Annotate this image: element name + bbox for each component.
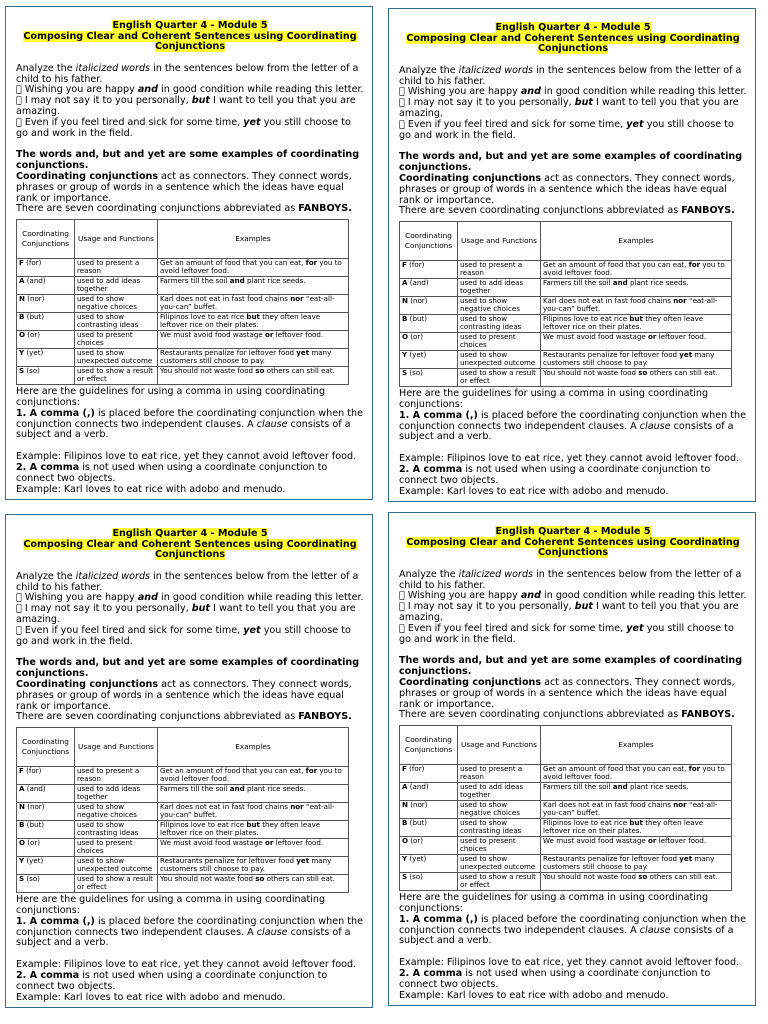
module-subtitle: Composing Clear and Coherent Sentences using Coordinating	[406, 536, 740, 548]
example-sentence: I may not say it to you personally, but I want to tell you that you are amazing.	[399, 97, 730, 119]
col-header-conjunction: Coordinating Conjunctions	[400, 726, 458, 765]
example-cell: Restaurants penalize for leftover food yet many customers still choose to pay.	[541, 855, 732, 873]
example-cell: Restaurants penalize for leftover food yet many customers still choose to pay.	[158, 857, 349, 875]
usage-cell: used to show unexpected outcome	[458, 351, 541, 369]
usage-cell: used to present choices	[458, 837, 541, 855]
table-row	[17, 767, 349, 785]
usage-cell: used to show contrasting ideas	[75, 313, 158, 331]
example-cell: Farmers till the soil and plant rice seeds.	[158, 277, 349, 295]
definition-text: Coordinating conjunctions act as connectors. They connect words, phrases or group of words in a sentence which the ideas have equal rank or importance.	[399, 172, 735, 206]
usage-cell: used to show contrasting ideas	[458, 819, 541, 837]
conjunction-cell: F (for)	[17, 259, 75, 277]
example-cell: Get an amount of food that you can eat, for you to avoid leftover food.	[541, 765, 732, 783]
fanboys-text: There are seven coordinating conjunctions abbreviated as FANBOYS.	[399, 709, 735, 721]
fanboys-table	[16, 219, 349, 385]
usage-cell: used to present choices	[75, 331, 158, 349]
module-subtitle-cont: Conjunctions	[154, 41, 226, 53]
words-statement: The words and, but and yet are some examples of coordinating conjunctions.	[16, 657, 360, 680]
guideline-1: 1. A comma (,) is placed before the coordinating conjunction when the conjunction connects two independent clauses. A clause consists of a subject and a verb.	[399, 409, 746, 443]
usage-cell: used to present a reason	[75, 259, 158, 277]
example-sentence: Even if you feel tired and sick for some time, yet you still choose to go and work in the field.	[16, 116, 358, 139]
definition-text: Coordinating conjunctions act as connectors. They connect words, phrases or group of words in a sentence which the ideas have equal rank or importance.	[399, 676, 735, 710]
table-row	[400, 801, 732, 819]
conjunction-cell: S (so)	[400, 369, 458, 387]
guidelines-intro: Here are the guidelines for using a comma in using coordinating conjunctions:	[16, 894, 326, 916]
table-row	[400, 819, 732, 837]
table-row	[17, 349, 349, 367]
module-header	[16, 21, 364, 53]
example-sentence: Even if you feel tired and sick for some time, yet you still choose to go and work in the field.	[399, 118, 741, 141]
guideline-2: 2. A comma is not used when using a coordinate conjunction to connect two objects.	[16, 461, 328, 484]
analyze-text: Analyze the italicized words in the sentences below from the letter of a child to his father.	[399, 64, 742, 87]
example-cell: Filipinos love to eat rice but they often leave leftover rice on their plates.	[541, 819, 732, 837]
usage-cell: used to add ideas together	[75, 277, 158, 295]
col-header-conjunction: Coordinating Conjunctions	[17, 728, 75, 767]
usage-cell: used to show negative choices	[75, 803, 158, 821]
conjunction-cell: N (nor)	[400, 297, 458, 315]
col-header-conjunction: Coordinating Conjunctions	[400, 222, 458, 261]
example-2: Example: Karl loves to eat rice with adobo and menudo.	[16, 991, 286, 1003]
fanboys-table	[399, 221, 732, 387]
words-statement: The words and, but and yet are some examples of coordinating conjunctions.	[16, 149, 360, 172]
conjunction-cell: B (but)	[17, 821, 75, 839]
guideline-1: 1. A comma (,) is placed before the coordinating conjunction when the conjunction connects two independent clauses. A clause consists of a subject and a verb.	[16, 407, 363, 441]
example-cell: Karl does not eat in fast food chains nor “eat-all-you-can” buffet.	[158, 295, 349, 313]
fanboys-text: There are seven coordinating conjunctions abbreviated as FANBOYS.	[16, 711, 352, 723]
usage-cell: used to show a result or effect	[75, 875, 158, 893]
usage-cell: used to show a result or effect	[458, 369, 541, 387]
conjunction-cell: Y (yet)	[17, 349, 75, 367]
example-cell: We must avoid food wastage or leftover food.	[541, 333, 732, 351]
example-cell: Get an amount of food that you can eat, for you to avoid leftover food.	[541, 261, 732, 279]
guidelines-section	[399, 893, 747, 1001]
analyze-text: Analyze the italicized words in the sentences below from the letter of a child to his father.	[399, 568, 742, 591]
fanboys-text: There are seven coordinating conjunctions abbreviated as FANBOYS.	[399, 205, 735, 217]
conjunction-cell: A (and)	[17, 277, 75, 295]
example-cell: You should not waste food so others can still eat.	[541, 873, 732, 891]
example-cell: Farmers till the soil and plant rice seeds.	[541, 783, 732, 801]
example-cell: You should not waste food so others can still eat.	[541, 369, 732, 387]
conjunction-cell: N (nor)	[400, 801, 458, 819]
usage-cell: used to show a result or effect	[458, 873, 541, 891]
usage-cell: used to add ideas together	[458, 279, 541, 297]
example-1: Example: Filipinos love to eat rice, yet they cannot avoid leftover food.	[399, 453, 740, 465]
example-cell: Filipinos love to eat rice but they often leave leftover rice on their plates.	[541, 315, 732, 333]
module-subtitle-cont: Conjunctions	[537, 547, 609, 559]
analyze-text: Analyze the italicized words in the sentences below from the letter of a child to his father.	[16, 570, 359, 593]
conjunction-cell: Y (yet)	[17, 857, 75, 875]
module-title: English Quarter 4 - Module 5	[495, 526, 651, 537]
example-cell: We must avoid food wastage or leftover food.	[541, 837, 732, 855]
conjunction-cell: N (nor)	[17, 295, 75, 313]
example-2: Example: Karl loves to eat rice with adobo and menudo.	[16, 483, 286, 495]
conjunction-cell: S (so)	[400, 873, 458, 891]
conjunction-cell: B (but)	[17, 313, 75, 331]
usage-cell: used to show unexpected outcome	[458, 855, 541, 873]
example-cell: Get an amount of food that you can eat, for you to avoid leftover food.	[158, 259, 349, 277]
example-sentence: Even if you feel tired and sick for some time, yet you still choose to go and work in the field.	[16, 624, 358, 647]
guidelines-intro: Here are the guidelines for using a comma in using coordinating conjunctions:	[399, 892, 709, 914]
module-card	[388, 8, 756, 502]
module-header	[399, 527, 747, 559]
table-row	[400, 873, 732, 891]
usage-cell: used to add ideas together	[75, 785, 158, 803]
example-sentence: Even if you feel tired and sick for some time, yet you still choose to go and work in the field.	[399, 622, 741, 645]
fanboys-table	[16, 727, 349, 893]
example-1: Example: Filipinos love to eat rice, yet they cannot avoid leftover food.	[16, 959, 357, 971]
table-row	[400, 765, 732, 783]
conjunction-cell: Y (yet)	[400, 351, 458, 369]
example-cell: Restaurants penalize for leftover food yet many customers still choose to pay.	[541, 351, 732, 369]
guidelines-intro: Here are the guidelines for using a comma in using coordinating conjunctions:	[399, 388, 709, 410]
guidelines-section	[16, 895, 364, 1003]
table-row	[17, 821, 349, 839]
conjunction-cell: B (but)	[400, 315, 458, 333]
table-row	[17, 259, 349, 277]
col-header-examples: Examples	[541, 726, 732, 765]
example-cell: Karl does not eat in fast food chains nor “eat-all-you-can” buffet.	[541, 801, 732, 819]
conjunction-cell: O (or)	[400, 333, 458, 351]
example-cell: Karl does not eat in fast food chains nor “eat-all-you-can” buffet.	[158, 803, 349, 821]
fanboys-table	[399, 725, 732, 891]
guideline-1: 1. A comma (,) is placed before the coordinating conjunction when the conjunction connects two independent clauses. A clause consists of a subject and a verb.	[16, 915, 363, 949]
analyze-text: Analyze the italicized words in the sentences below from the letter of a child to his father.	[16, 62, 359, 85]
intro-section	[399, 570, 747, 721]
guidelines-section	[16, 387, 364, 495]
example-1: Example: Filipinos love to eat rice, yet they cannot avoid leftover food.	[16, 451, 357, 463]
conjunction-cell: O (or)	[17, 331, 75, 349]
usage-cell: used to show contrasting ideas	[75, 821, 158, 839]
example-sentence: I may not say it to you personally, but I want to tell you that you are amazing.	[16, 95, 347, 117]
usage-cell: used to present a reason	[458, 765, 541, 783]
conjunction-cell: Y (yet)	[400, 855, 458, 873]
col-header-usage: Usage and Functions	[75, 220, 158, 259]
table-row	[17, 367, 349, 385]
usage-cell: used to present a reason	[458, 261, 541, 279]
example-sentence: Wishing you are happy and in good condition while reading this letter.	[399, 590, 738, 602]
table-row	[400, 279, 732, 297]
module-card	[5, 6, 373, 500]
example-sentence: I may not say it to you personally, but I want to tell you that you are amazing.	[16, 603, 347, 625]
table-row	[17, 277, 349, 295]
table-row	[17, 839, 349, 857]
example-cell: You should not waste food so others can still eat.	[158, 367, 349, 385]
guidelines-intro: Here are the guidelines for using a comma in using coordinating conjunctions:	[16, 386, 326, 408]
module-header	[399, 23, 747, 55]
table-row	[17, 785, 349, 803]
usage-cell: used to show negative choices	[458, 801, 541, 819]
module-title: English Quarter 4 - Module 5	[112, 20, 268, 31]
col-header-examples: Examples	[158, 728, 349, 767]
conjunction-cell: A (and)	[400, 783, 458, 801]
conjunction-cell: B (but)	[400, 819, 458, 837]
intro-section	[399, 66, 747, 217]
usage-cell: used to present a reason	[75, 767, 158, 785]
conjunction-cell: O (or)	[17, 839, 75, 857]
table-row	[17, 295, 349, 313]
example-cell: We must avoid food wastage or leftover food.	[158, 331, 349, 349]
example-cell: Get an amount of food that you can eat, for you to avoid leftover food.	[158, 767, 349, 785]
col-header-usage: Usage and Functions	[75, 728, 158, 767]
guideline-2: 2. A comma is not used when using a coordinate conjunction to connect two objects.	[399, 967, 711, 990]
example-2: Example: Karl loves to eat rice with adobo and menudo.	[399, 989, 669, 1001]
conjunction-cell: S (so)	[17, 875, 75, 893]
guidelines-section	[399, 389, 747, 497]
example-cell: We must avoid food wastage or leftover food.	[158, 839, 349, 857]
guideline-2: 2. A comma is not used when using a coordinate conjunction to connect two objects.	[16, 969, 328, 992]
table-row	[400, 333, 732, 351]
module-card	[388, 512, 756, 1006]
usage-cell: used to show unexpected outcome	[75, 349, 158, 367]
words-statement: The words and, but and yet are some examples of coordinating conjunctions.	[399, 151, 743, 174]
example-cell: Karl does not eat in fast food chains nor “eat-all-you-can” buffet.	[541, 297, 732, 315]
example-sentence: Wishing you are happy and in good condition while reading this letter.	[399, 86, 738, 98]
example-sentence: I may not say it to you personally, but I want to tell you that you are amazing.	[399, 601, 730, 623]
intro-section	[16, 64, 364, 215]
module-subtitle: Composing Clear and Coherent Sentences using Coordinating	[406, 32, 740, 44]
table-row	[400, 297, 732, 315]
example-cell: Farmers till the soil and plant rice seeds.	[541, 279, 732, 297]
usage-cell: used to show negative choices	[458, 297, 541, 315]
col-header-usage: Usage and Functions	[458, 726, 541, 765]
conjunction-cell: O (or)	[400, 837, 458, 855]
definition-text: Coordinating conjunctions act as connectors. They connect words, phrases or group of words in a sentence which the ideas have equal rank or importance.	[16, 678, 352, 712]
usage-cell: used to add ideas together	[458, 783, 541, 801]
conjunction-cell: N (nor)	[17, 803, 75, 821]
module-header	[16, 529, 364, 561]
usage-cell: used to show unexpected outcome	[75, 857, 158, 875]
table-row	[17, 331, 349, 349]
example-2: Example: Karl loves to eat rice with adobo and menudo.	[399, 485, 669, 497]
example-cell: Restaurants penalize for leftover food yet many customers still choose to pay.	[158, 349, 349, 367]
table-row	[400, 783, 732, 801]
table-row	[400, 261, 732, 279]
col-header-examples: Examples	[541, 222, 732, 261]
example-cell: Farmers till the soil and plant rice seeds.	[158, 785, 349, 803]
table-row	[17, 857, 349, 875]
table-row	[17, 803, 349, 821]
example-cell: Filipinos love to eat rice but they often leave leftover rice on their plates.	[158, 821, 349, 839]
definition-text: Coordinating conjunctions act as connectors. They connect words, phrases or group of words in a sentence which the ideas have equal rank or importance.	[16, 170, 352, 204]
conjunction-cell: F (for)	[400, 261, 458, 279]
example-1: Example: Filipinos love to eat rice, yet they cannot avoid leftover food.	[399, 957, 740, 969]
col-header-examples: Examples	[158, 220, 349, 259]
conjunction-cell: F (for)	[400, 765, 458, 783]
usage-cell: used to show a result or effect	[75, 367, 158, 385]
words-statement: The words and, but and yet are some examples of coordinating conjunctions.	[399, 655, 743, 678]
conjunction-cell: A (and)	[17, 785, 75, 803]
module-subtitle: Composing Clear and Coherent Sentences using Coordinating	[23, 30, 357, 42]
usage-cell: used to show negative choices	[75, 295, 158, 313]
table-row	[400, 837, 732, 855]
usage-cell: used to show contrasting ideas	[458, 315, 541, 333]
module-title: English Quarter 4 - Module 5	[112, 528, 268, 539]
conjunction-cell: S (so)	[17, 367, 75, 385]
table-row	[400, 855, 732, 873]
usage-cell: used to present choices	[75, 839, 158, 857]
module-subtitle: Composing Clear and Coherent Sentences using Coordinating	[23, 538, 357, 550]
module-subtitle-cont: Conjunctions	[154, 549, 226, 561]
example-cell: You should not waste food so others can still eat.	[158, 875, 349, 893]
guideline-1: 1. A comma (,) is placed before the coordinating conjunction when the conjunction connects two independent clauses. A clause consists of a subject and a verb.	[399, 913, 746, 947]
intro-section	[16, 572, 364, 723]
conjunction-cell: F (for)	[17, 767, 75, 785]
fanboys-text: There are seven coordinating conjunctions abbreviated as FANBOYS.	[16, 203, 352, 215]
example-sentence: Wishing you are happy and in good condition while reading this letter.	[16, 592, 355, 604]
usage-cell: used to present choices	[458, 333, 541, 351]
col-header-conjunction: Coordinating Conjunctions	[17, 220, 75, 259]
conjunction-cell: A (and)	[400, 279, 458, 297]
table-row	[17, 313, 349, 331]
table-row	[400, 351, 732, 369]
module-title: English Quarter 4 - Module 5	[495, 22, 651, 33]
guideline-2: 2. A comma is not used when using a coordinate conjunction to connect two objects.	[399, 463, 711, 486]
col-header-usage: Usage and Functions	[458, 222, 541, 261]
table-row	[400, 315, 732, 333]
table-row	[17, 875, 349, 893]
example-cell: Filipinos love to eat rice but they often leave leftover rice on their plates.	[158, 313, 349, 331]
module-card	[5, 514, 373, 1008]
table-row	[400, 369, 732, 387]
example-sentence: Wishing you are happy and in good condition while reading this letter.	[16, 84, 355, 96]
module-subtitle-cont: Conjunctions	[537, 43, 609, 55]
